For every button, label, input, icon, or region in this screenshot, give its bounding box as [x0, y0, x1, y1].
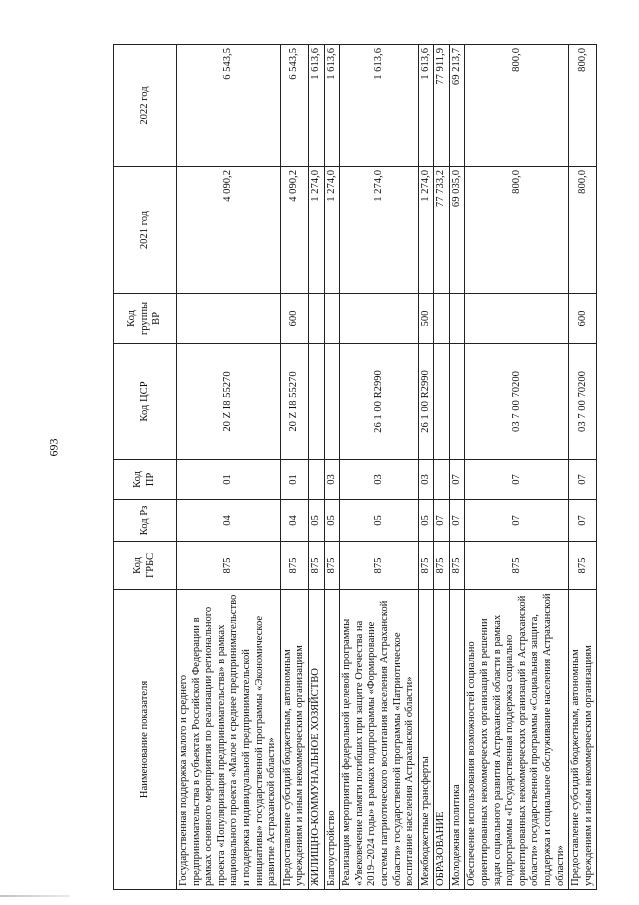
cell-rz: 05 — [308, 500, 324, 542]
cell-grbs: 875 — [324, 542, 340, 590]
cell-csr: 20 Z I8 55270 — [177, 344, 281, 460]
cell-pr — [308, 460, 324, 500]
cell-csr: 03 7 00 70200 — [465, 344, 569, 460]
cell-2021: 800,0 — [569, 167, 597, 294]
table-row — [418, 45, 434, 890]
cell-2021: 1 274,0 — [418, 167, 434, 294]
cell-vr: 500 — [418, 294, 434, 344]
cell-rz: 07 — [449, 500, 465, 542]
header-2021: 2021 год — [114, 167, 177, 294]
header-rz: Код Рз — [114, 500, 177, 542]
cell-2021: 800,0 — [465, 167, 569, 294]
cell-2021: 77 733,2 — [434, 167, 450, 294]
cell-vr — [465, 294, 569, 344]
cell-pr: 07 — [569, 460, 597, 500]
table-row — [340, 45, 419, 890]
cell-2022: 1 613,6 — [324, 45, 340, 167]
cell-name: Благоустройство — [324, 590, 340, 890]
cell-2022: 6 543,5 — [280, 45, 308, 167]
cell-2022: 1 613,6 — [418, 45, 434, 167]
cell-2022: 6 543,5 — [177, 45, 281, 167]
cell-grbs: 875 — [280, 542, 308, 590]
cell-grbs: 875 — [569, 542, 597, 590]
table-row — [177, 45, 281, 890]
cell-pr: 03 — [418, 460, 434, 500]
table-row — [280, 45, 308, 890]
cell-name: Государственная поддержка малого и среднего предпринимательства в субъектах Российской Федерации в рамках основного мероприятия по реализации регионального проекта «Популяризация предпринимательства» в рамках национального проекта «Малое и среднее предпринимательство и поддержка индивидуальной предпринимательской инициативы» государственной программы «Экономическое развитие Астраханской области» — [177, 590, 281, 890]
cell-2021: 4 090,2 — [177, 167, 281, 294]
cell-name: Реализация мероприятий федеральной целевой программы «Увековечение памяти погибших при защите Отечества на 2019–2024 годы» в рамках подпрограммы «Формирование системы патриотического воспитания населения Астраханской области» государственной программы «Патриотическое воспитание населения Астраханской области» — [340, 590, 419, 890]
cell-name: ОБРАЗОВАНИЕ — [434, 590, 450, 890]
cell-vr — [324, 294, 340, 344]
cell-pr: 03 — [340, 460, 419, 500]
cell-rz: 05 — [418, 500, 434, 542]
cell-grbs: 875 — [449, 542, 465, 590]
cell-csr — [434, 344, 450, 460]
rotated-page — [113, 45, 639, 890]
cell-pr: 07 — [449, 460, 465, 500]
cell-grbs: 875 — [465, 542, 569, 590]
cell-2022: 1 613,6 — [340, 45, 419, 167]
cell-2022: 800,0 — [465, 45, 569, 167]
cell-rz: 07 — [434, 500, 450, 542]
cell-name: Предоставление субсидий бюджетным, автономным учреждениям и иным некоммерческим организациям — [569, 590, 597, 890]
table-row — [434, 45, 450, 890]
table-header-row — [114, 45, 177, 890]
cell-vr — [434, 294, 450, 344]
table-row — [465, 45, 569, 890]
table-row — [569, 45, 597, 890]
cell-csr: 26 1 00 R2990 — [418, 344, 434, 460]
header-csr: Код ЦСР — [114, 344, 177, 460]
scan-edge-mark — [0, 895, 70, 897]
cell-rz: 07 — [569, 500, 597, 542]
cell-pr — [434, 460, 450, 500]
cell-csr — [308, 344, 324, 460]
cell-grbs: 875 — [418, 542, 434, 590]
cell-grbs: 875 — [340, 542, 419, 590]
cell-pr: 01 — [177, 460, 281, 500]
cell-csr — [449, 344, 465, 460]
cell-vr — [449, 294, 465, 344]
table-row — [324, 45, 340, 890]
header-vr: Код группы ВР — [114, 294, 177, 344]
header-grbs: Код ГРБС — [114, 542, 177, 590]
cell-2022: 1 613,6 — [308, 45, 324, 167]
cell-name: Предоставление субсидий бюджетным, автономным учреждениям и иным некоммерческим организациям — [280, 590, 308, 890]
cell-vr: 600 — [569, 294, 597, 344]
cell-2021: 1 274,0 — [324, 167, 340, 294]
cell-vr: 600 — [280, 294, 308, 344]
table-row — [308, 45, 324, 890]
cell-csr: 26 1 00 R2990 — [340, 344, 419, 460]
cell-2022: 69 213,7 — [449, 45, 465, 167]
cell-grbs: 875 — [434, 542, 450, 590]
cell-name: ЖИЛИЩНО-КОММУНАЛЬНОЕ ХОЗЯЙСТВО — [308, 590, 324, 890]
cell-vr — [308, 294, 324, 344]
page-number: 693 — [46, 438, 61, 457]
cell-csr: 03 7 00 70200 — [569, 344, 597, 460]
cell-grbs: 875 — [177, 542, 281, 590]
cell-name: Межбюджетные трансферты — [418, 590, 434, 890]
cell-rz: 05 — [340, 500, 419, 542]
cell-2021: 1 274,0 — [340, 167, 419, 294]
cell-name: Молодежная политика — [449, 590, 465, 890]
budget-table — [113, 44, 597, 890]
cell-2021: 69 035,0 — [449, 167, 465, 294]
cell-2021: 1 274,0 — [308, 167, 324, 294]
cell-csr — [324, 344, 340, 460]
cell-rz: 07 — [465, 500, 569, 542]
cell-2021: 4 090,2 — [280, 167, 308, 294]
cell-grbs: 875 — [308, 542, 324, 590]
cell-name: Обеспечение использования возможностей социально ориентированных некоммерческих организаций в решении задач социального развития Астраханской области в рамках подпрограммы «Государственная поддержка социально ориентированных некоммерческих организаций в Астраханской области» государственной программы «Социальная защита, поддержка и социальное обслуживание населения Астраханской области» — [465, 590, 569, 890]
table-row — [449, 45, 465, 890]
cell-2022: 77 911,9 — [434, 45, 450, 167]
cell-rz: 04 — [280, 500, 308, 542]
cell-rz: 05 — [324, 500, 340, 542]
cell-pr: 03 — [324, 460, 340, 500]
header-name: Наименование показателя — [114, 590, 177, 890]
cell-2022: 800,0 — [569, 45, 597, 167]
cell-pr: 07 — [465, 460, 569, 500]
header-2022: 2022 год — [114, 45, 177, 167]
header-pr: Код ПР — [114, 460, 177, 500]
cell-rz: 04 — [177, 500, 281, 542]
cell-vr — [177, 294, 281, 344]
cell-csr: 20 Z I8 55270 — [280, 344, 308, 460]
cell-vr — [340, 294, 419, 344]
cell-pr: 01 — [280, 460, 308, 500]
